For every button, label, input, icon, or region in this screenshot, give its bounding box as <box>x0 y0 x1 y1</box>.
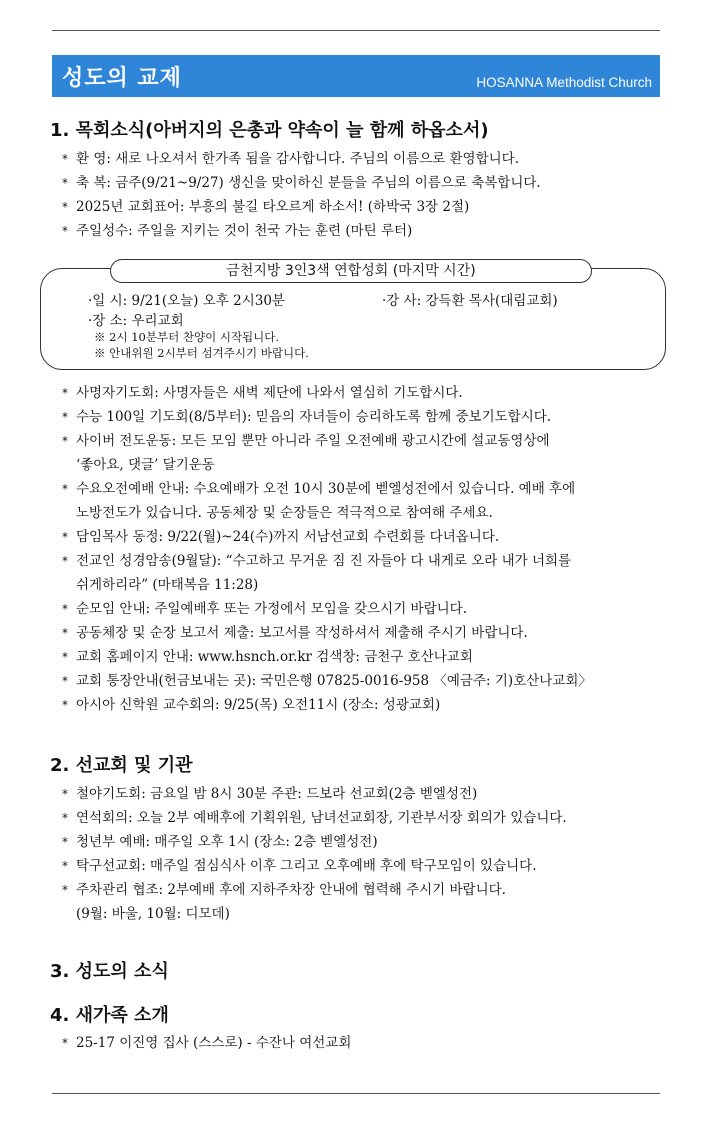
list-item: * 순모임 안내: 주일예배후 또는 가정에서 모임을 갖으시기 바랍니다. <box>62 597 592 621</box>
list-item: * 주차관리 협조: 2부예배 후에 지하주차장 안내에 협력해 주시기 바랍니다. <box>62 878 567 902</box>
list-item: * 교회 홈페이지 안내: www.hsnch.or.kr 검색창: 금천구 호산나교회 <box>62 645 592 669</box>
section-heading-missions: 2. 선교회 및 기관 <box>50 755 193 776</box>
list-item: * 수능 100일 기도회(8/5부터): 믿음의 자녀들이 승리하도록 함께 중보기도합시다. <box>62 405 592 429</box>
missions-list <box>62 782 567 926</box>
list-item: * 수요오전예배 안내: 수요예배가 오전 10시 30분에 벧엘성전에서 있습니다. 예배 후에 <box>62 477 592 501</box>
list-item: * 담임목사 동정: 9/22(월)~24(수)까지 서남선교회 수련회를 다녀옵니다. <box>62 525 592 549</box>
page-title: 성도의 교제 <box>62 66 182 91</box>
list-item: * 공동체장 및 순장 보고서 제출: 보고서를 작성하셔서 제출해 주시기 바랍니다. <box>62 621 592 645</box>
list-item-continuation: (9월: 바울, 10월: 디모데) <box>76 906 230 922</box>
list-item: * 연석회의: 오늘 2부 예배후에 기획위원, 남녀선교회장, 기관부서장 회의가 있습니다. <box>62 806 567 830</box>
list-item: * 교회 통장안내(헌금보내는 곳): 국민은행 07825-0016-958 〈예금주: 기)호산나교회〉 <box>62 669 592 693</box>
revival-meeting-speaker: ·강 사: 강득환 목사(대림교회) <box>382 293 558 309</box>
revival-meeting-note: ※ 2시 10분부터 찬양이 시작됩니다. <box>94 330 280 344</box>
list-item-continuation: 쉬게하리라” (마태복음 11:28) <box>76 577 259 593</box>
page-banner <box>52 55 660 97</box>
list-item: * 청년부 예배: 매주일 오후 1시 (장소: 2층 벧엘성전) <box>62 830 567 854</box>
revival-meeting-place: ·장 소: 우리교회 <box>88 313 184 329</box>
list-item: * 전교인 성경암송(9월달): “수고하고 무거운 짐 진 자들아 다 내게로 오라 내가 너희를 <box>62 549 592 573</box>
list-item: * 축 복: 금주(9/21~9/27) 생신을 맞이하신 분들을 주님의 이름으로 축복합니다. <box>62 171 541 195</box>
section-heading-new-family: 4. 새가족 소개 <box>50 1005 169 1026</box>
list-item: * 철야기도회: 금요일 밤 8시 30분 주관: 드보라 선교회(2층 벧엘성전) <box>62 782 567 806</box>
pastoral-news-list-top <box>62 147 541 243</box>
list-item-continuation: ‘좋아요, 댓글’ 달기운동 <box>76 457 215 473</box>
list-item: * 사명자기도회: 사명자들은 새벽 제단에 나와서 열심히 기도합시다. <box>62 381 592 405</box>
pastoral-news-list-bottom <box>62 381 592 717</box>
church-name: HOSANNA Methodist Church <box>476 75 652 90</box>
list-item: * 탁구선교회: 매주일 점심식사 이후 그리고 오후예배 후에 탁구모임이 있습니다. <box>62 854 567 878</box>
section-heading-pastoral-news: 1. 목회소식(아버지의 은총과 약속이 늘 함께 하옵소서) <box>50 120 489 141</box>
bottom-divider <box>52 1093 660 1094</box>
top-divider <box>52 30 660 31</box>
section-heading-member-news: 3. 성도의 소식 <box>50 961 169 982</box>
revival-meeting-note: ※ 안내위원 2시부터 섬겨주시기 바랍니다. <box>94 346 309 360</box>
list-item-continuation: 노방전도가 있습니다. 공동체장 및 순장들은 적극적으로 참여해 주세요. <box>76 505 493 521</box>
list-item: * 아시아 신학원 교수회의: 9/25(목) 오전11시 (장소: 성광교회) <box>62 693 592 717</box>
list-item: * 2025년 교회표어: 부흥의 불길 타오르게 하소서! (하박국 3장 2절) <box>62 195 541 219</box>
list-item: * 25-17 이진영 집사 (스스로) - 수잔나 여선교회 <box>62 1031 351 1055</box>
list-item: * 사이버 전도운동: 모든 모임 뿐만 아니라 주일 오전예배 광고시간에 설교동영상에 <box>62 429 592 453</box>
new-family-list <box>62 1031 351 1055</box>
revival-meeting-date: ·일 시: 9/21(오늘) 오후 2시30분 <box>88 293 285 309</box>
list-item: * 환 영: 새로 나오셔서 한가족 됨을 감사합니다. 주님의 이름으로 환영합니다. <box>62 147 541 171</box>
revival-meeting-title: 금천지방 3인3색 연합성회 (마지막 시간) <box>110 259 592 283</box>
list-item: * 주일성수: 주일을 지키는 것이 천국 가는 훈련 (마틴 루터) <box>62 219 541 243</box>
